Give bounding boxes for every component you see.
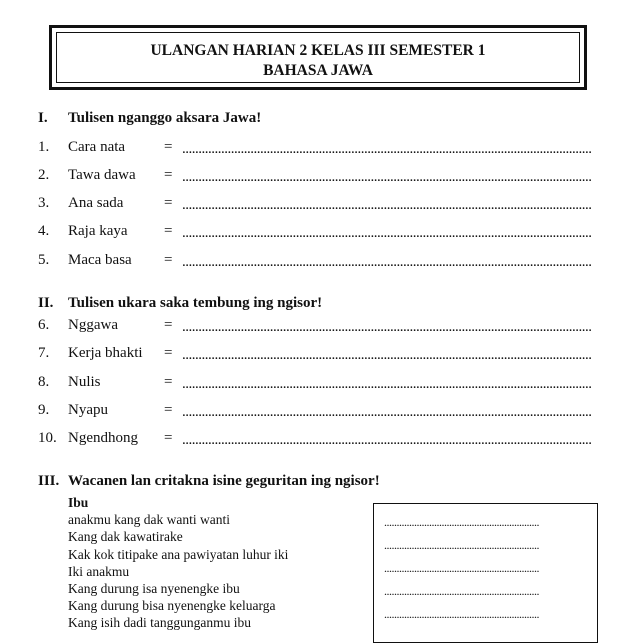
question-number: 3. (38, 195, 50, 211)
question-number: 2. (38, 167, 50, 183)
question-row (0, 223, 638, 243)
question-row (0, 195, 638, 215)
poem-line: Kang isih dadi tanggunganmu ibu (68, 615, 251, 631)
page-title: ULANGAN HARIAN 2 KELAS III SEMESTER 1 (150, 42, 486, 59)
poem-answer-line[interactable]: .............................................................. (384, 515, 539, 529)
section-1-instruction: Tulisen nganggo aksara Jawa! (68, 110, 262, 126)
question-row (0, 139, 638, 159)
section-2-instruction: Tulisen ukara saka tembung ing ngisor! (68, 295, 323, 311)
poem-line: Kang dak kawatirake (68, 529, 183, 545)
section-3-instruction: Wacanen lan critakna isine geguritan ing ngisor! (68, 473, 380, 489)
answer-blank[interactable]: .............................................................................................................................. (182, 197, 592, 213)
title-box (49, 25, 587, 90)
equals-sign: = (164, 167, 173, 183)
poem-answer-line[interactable]: .............................................................. (384, 584, 539, 598)
poem-line: anakmu kang dak wanti wanti (68, 512, 230, 528)
poem-answer-line[interactable]: .............................................................. (384, 561, 539, 575)
question-label: Raja kaya (68, 223, 128, 239)
answer-blank[interactable]: .............................................................................................................................. (182, 169, 592, 185)
question-label: Kerja bhakti (68, 345, 143, 361)
question-number: 9. (38, 402, 50, 418)
equals-sign: = (164, 252, 173, 268)
answer-blank[interactable]: .............................................................................................................................. (182, 254, 592, 270)
answer-blank[interactable]: .............................................................................................................................. (182, 376, 592, 392)
equals-sign: = (164, 195, 173, 211)
question-label: Nyapu (68, 402, 108, 418)
question-label: Maca basa (68, 252, 132, 268)
section-3-number: III. (38, 473, 60, 489)
question-label: Tawa dawa (68, 167, 136, 183)
equals-sign: = (164, 345, 173, 361)
poem-line: Iki anakmu (68, 563, 130, 579)
question-row (0, 430, 638, 450)
question-number: 1. (38, 139, 50, 155)
question-label: Ana sada (68, 195, 124, 211)
question-row (0, 317, 638, 337)
poem-title: Ibu (68, 495, 89, 510)
question-row (0, 374, 638, 394)
equals-sign: = (164, 430, 173, 446)
equals-sign: = (164, 139, 173, 155)
answer-blank[interactable]: .............................................................................................................................. (182, 404, 592, 420)
section-1-number: I. (38, 110, 48, 126)
answer-blank[interactable]: .............................................................................................................................. (182, 319, 592, 335)
poem-answer-line[interactable]: .............................................................. (384, 607, 539, 621)
equals-sign: = (164, 223, 173, 239)
question-row (0, 252, 638, 272)
question-label: Nulis (68, 374, 101, 390)
question-label: Cara nata (68, 139, 126, 155)
section-2-number: II. (38, 295, 54, 311)
question-number: 10. (38, 430, 57, 446)
question-label: Nggawa (68, 317, 118, 333)
question-label: Ngendhong (68, 430, 138, 446)
equals-sign: = (164, 374, 173, 390)
question-row (0, 345, 638, 365)
question-number: 4. (38, 223, 50, 239)
poem-line: Kak kok titipake ana pawiyatan luhur iki (68, 546, 289, 562)
question-row (0, 402, 638, 422)
page-subtitle: BAHASA JAWA (263, 62, 373, 79)
title-inner-border (56, 32, 580, 83)
answer-blank[interactable]: .............................................................................................................................. (182, 225, 592, 241)
poem-answer-line[interactable]: .............................................................. (384, 538, 539, 552)
question-number: 5. (38, 252, 50, 268)
equals-sign: = (164, 317, 173, 333)
poem-line: Kang durung isa nyenengke ibu (68, 581, 240, 597)
answer-blank[interactable]: .............................................................................................................................. (182, 141, 592, 157)
answer-blank[interactable]: .............................................................................................................................. (182, 347, 592, 363)
poem-block (68, 494, 288, 632)
poem-line: Kang durung bisa nyenengke keluarga (68, 598, 276, 614)
equals-sign: = (164, 402, 173, 418)
question-number: 6. (38, 317, 50, 333)
question-row (0, 167, 638, 187)
question-number: 7. (38, 345, 50, 361)
poem-answer-box (373, 503, 598, 643)
answer-blank[interactable]: .............................................................................................................................. (182, 432, 592, 448)
question-number: 8. (38, 374, 50, 390)
